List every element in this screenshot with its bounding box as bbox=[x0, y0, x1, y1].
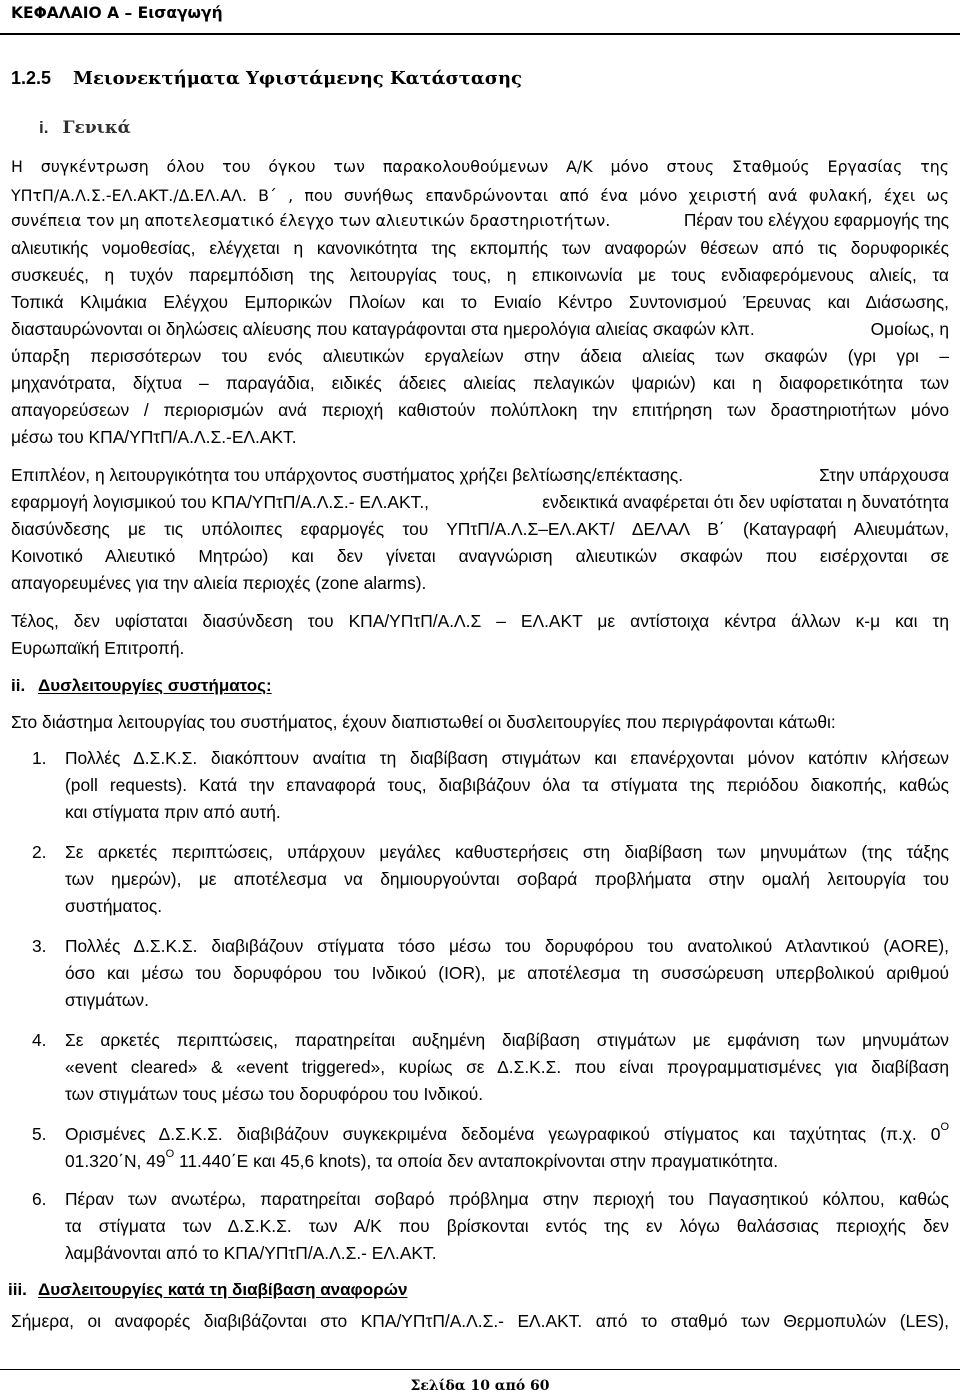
list-item-number: 4. bbox=[32, 1030, 47, 1050]
para2-segment: εφαρμογή λογισμικού του ΚΠΑ/ΥΠτΠ/Α.Λ.Σ.- ΕΛ.ΑΚΤ., bbox=[11, 492, 429, 512]
para1-line: Η συγκέντρωση όλου του όγκου των παρακολουθούμενων Α/Κ μόνο στους Σταθμούς Εργασίας της bbox=[11, 157, 949, 176]
list-item-line: στιγμάτων. bbox=[65, 990, 149, 1010]
list-item-line: (poll requests). Κατά την επαναφορά τους, διαβιβάζουν όλα τα στίγματα της περιόδου διακοπής, καθώς bbox=[65, 775, 949, 795]
list-item-segment: 01.320΄Ν, 49 bbox=[65, 1151, 166, 1171]
running-header: ΚΕΦΑΛΑΙΟ Α – Εισαγωγή bbox=[11, 4, 223, 22]
list-item-number: 3. bbox=[32, 936, 47, 956]
list-item-line: τα στίγματα των Δ.Σ.Κ.Σ. των Α/Κ που βρίσκονται εντός της εν λόγω θαλάσσιας περιοχής δεν bbox=[65, 1216, 949, 1236]
para1-line: συσκευές, η τυχόν παρεμπόδιση της λειτουργίας τους, η επικοινωνία με τους ενδιαφερόμενους αλιείς, τα bbox=[11, 265, 949, 285]
footer-rule bbox=[0, 1369, 960, 1370]
para1-line: ΥΠτΠ/Α.Λ.Σ.-ΕΛ.ΑΚΤ./Δ.ΕΛ.ΑΛ. Β΄ , που συνήθως επανδρώνονται από ένα μόνο χειριστή ανά φυλακή, έχει ως bbox=[11, 186, 949, 205]
subsection-ii-intro: Στο διάστημα λειτουργίας του συστήματος, έχουν διαπιστωθεί οι δυσλειτουργίες που περιγράφονται κάτωθι: bbox=[11, 712, 836, 732]
list-item-line: των στιγμάτων τους μέσω του δορυφόρου του Ινδικού. bbox=[65, 1084, 484, 1104]
para2-line bbox=[11, 492, 949, 513]
list-item-line: λαμβάνονται από το ΚΠΑ/ΥΠτΠ/Α.Λ.Σ.- ΕΛ.ΑΚΤ. bbox=[65, 1243, 437, 1263]
list-item-line: Σε αρκετές περιπτώσεις, παρατηρείται αυξημένη διαβίβαση στιγμάτων με εμφάνιση των μηνυμάτων bbox=[65, 1030, 949, 1050]
para2-segment: ενδεικτικά αναφέρεται ότι δεν υφίσταται η δυνατότητα bbox=[542, 492, 949, 512]
list-item-number: 6. bbox=[32, 1189, 47, 1209]
list-item-line: Πέραν των ανωτέρω, παρατηρείται σοβαρό πρόβλημα στην περιοχή του Παγασητικού κόλπου, καθώς bbox=[65, 1189, 949, 1209]
para1-line: μέσω του ΚΠΑ/ΥΠτΠ/Α.Λ.Σ.-ΕΛ.ΑΚΤ. bbox=[11, 427, 297, 447]
para1-line: μηχανότρατα, δίχτυα – παραγάδια, ειδικές άδειες αλιείας πελαγικών ψαριών) και η διαφορετικότητα των bbox=[11, 373, 949, 393]
list-item-number: 2. bbox=[32, 842, 47, 862]
para1-line: αλιευτικής νομοθεσίας, ελέγχεται η κανονικότητα της εκπομπής των αναφορών θέσεων από τις δορυφορικές bbox=[11, 238, 949, 258]
list-item-line: όσο και μέσω του δορυφόρου του Ινδικού (IOR), με αποτέλεσμα τη συσσώρευση υπερβολικού αριθμού bbox=[65, 963, 949, 983]
subsection-ii-title: Δυσλειτουργίες συστήματος: bbox=[38, 676, 272, 695]
para1-line bbox=[11, 319, 949, 340]
subsection-iii-paragraph: Σήμερα, οι αναφορές διαβιβάζονται στο ΚΠΑ/ΥΠτΠ/Α.Λ.Σ.- ΕΛ.ΑΚΤ. από το σταθμό των Θερμοπυλών (LES), bbox=[11, 1311, 949, 1331]
para2-line: διασύνδεσης με τις υπόλοιπες εφαρμογές του ΥΠτΠ/Α.Λ.Σ–ΕΛ.ΑΚΤ/ ΔΕΛΑΛ Β΄ (Καταγραφή Αλιευμάτων, bbox=[11, 519, 949, 539]
list-item-line bbox=[65, 1121, 949, 1145]
para1-segment: διασταυρώνονται οι δηλώσεις αλίευσης που καταγράφονται στα ημερολόγια αλιείας σκαφών κλπ. bbox=[11, 319, 755, 339]
section-heading bbox=[11, 68, 522, 90]
section-title: Μειονεκτήματα Υφιστάμενης Κατάστασης bbox=[73, 68, 523, 89]
list-item-number: 1. bbox=[32, 748, 47, 768]
para1-line: Τοπικά Κλιμάκια Ελέγχου Εμπορικών Πλοίων και το Ενιαίο Κέντρο Συντονισμού Έρευνας και Διάσωσης, bbox=[11, 292, 949, 312]
para1-line bbox=[11, 211, 949, 232]
para2-line bbox=[11, 465, 949, 486]
list-item-line: Πολλές Δ.Σ.Κ.Σ. διακόπτουν αναίτια τη διαβίβαση στιγμάτων και επανέρχονται μόνον κατόπιν κλήσεων bbox=[65, 748, 949, 768]
list-item-number: 5. bbox=[32, 1124, 47, 1144]
para2-line: Κοινοτικό Αλιευτικό Μητρώο) και δεν γίνεται αναγνώριση αλιευτικών σκαφών που εισέρχονται σε bbox=[11, 546, 949, 566]
list-item-line: συστήματος. bbox=[65, 896, 163, 916]
para3-line: Τέλος, δεν υφίσταται διασύνδεση του ΚΠΑ/ΥΠτΠ/Α.Λ.Σ – ΕΛ.ΑΚΤ με αντίστοιχα κέντρα άλλων κ-μ και τη bbox=[11, 611, 949, 631]
para2-segment: Στην υπάρχουσα bbox=[819, 465, 949, 485]
subsection-i-numeral: i. bbox=[39, 118, 49, 137]
page-number: Σελίδα 10 από 60 bbox=[410, 1378, 550, 1394]
list-item-line: Σε αρκετές περιπτώσεις, υπάρχουν μεγάλες καθυστερήσεις στη διαβίβαση των μηνυμάτων (της τάξης bbox=[65, 842, 949, 862]
subsection-iii-title: Δυσλειτουργίες κατά τη διαβίβαση αναφορών bbox=[38, 1280, 408, 1299]
para2-segment: Επιπλέον, η λειτουργικότητα του υπάρχοντος συστήματος χρήζει βελτίωσης/επέκτασης. bbox=[11, 465, 684, 485]
list-item-line: των ημερών), με αποτέλεσμα να δημιουργούνται σοβαρά προβλήματα στην ομαλή λειτουργία του bbox=[65, 869, 949, 889]
section-number: 1.2.5 bbox=[11, 68, 52, 88]
para1-line: ύπαρξη περισσότερων του ενός αλιευτικών εργαλείων στην άδεια αλιείας των σκαφών (γρι γρι – bbox=[11, 346, 949, 366]
degree-superscript: O bbox=[165, 1148, 175, 1161]
subsection-ii-numeral: ii. bbox=[11, 676, 26, 695]
para1-segment: Ομοίως, η bbox=[870, 319, 949, 339]
header-rule bbox=[0, 33, 960, 35]
subsection-iii-numeral: iii. bbox=[8, 1280, 27, 1299]
subsection-i-heading bbox=[11, 118, 131, 138]
list-item-line bbox=[65, 1148, 949, 1172]
list-item-line: «event cleared» & «event triggered», κυρίως σε Δ.Σ.Κ.Σ. που είναι προγραμματισμένες για διαβίβαση bbox=[65, 1057, 949, 1077]
list-item-line: και στίγματα πριν από αυτή. bbox=[65, 802, 281, 822]
para1-segment: Πέραν του ελέγχου εφαρμογής της bbox=[683, 210, 949, 230]
list-item-line: Πολλές Δ.Σ.Κ.Σ. διαβιβάζουν στίγματα τόσο μέσω του δορυφόρου του ανατολικού Ατλαντικού (AORE), bbox=[65, 936, 949, 956]
degree-superscript: O bbox=[940, 1121, 949, 1134]
list-item-segment: Ορισμένες Δ.Σ.Κ.Σ. διαβιβάζουν συγκεκριμένα δεδομένα γεωγραφικού στίγματος και ταχύτητας (π.χ. 0 bbox=[65, 1124, 941, 1144]
para1-segment: συνέπεια τον μη αποτελεσματικό έλεγχο των αλιευτικών δραστηριοτήτων. bbox=[11, 211, 611, 230]
list-item-segment: 11.440΄Ε και 45,6 knots), τα οποία δεν ανταποκρίνονται στην πραγματικότητα. bbox=[178, 1151, 779, 1171]
subsection-i-title: Γενικά bbox=[62, 118, 131, 138]
para1-line: απαγορεύσεων / περιορισμών ανά περιοχή καθιστούν πολύπλοκη την επιτήρηση των δραστηριοτήτων μόνο bbox=[11, 400, 949, 420]
para3-line: Ευρωπαϊκή Επιτροπή. bbox=[11, 638, 185, 658]
para2-line: απαγορευμένες για την αλιεία περιοχές (zone alarms). bbox=[11, 573, 427, 593]
